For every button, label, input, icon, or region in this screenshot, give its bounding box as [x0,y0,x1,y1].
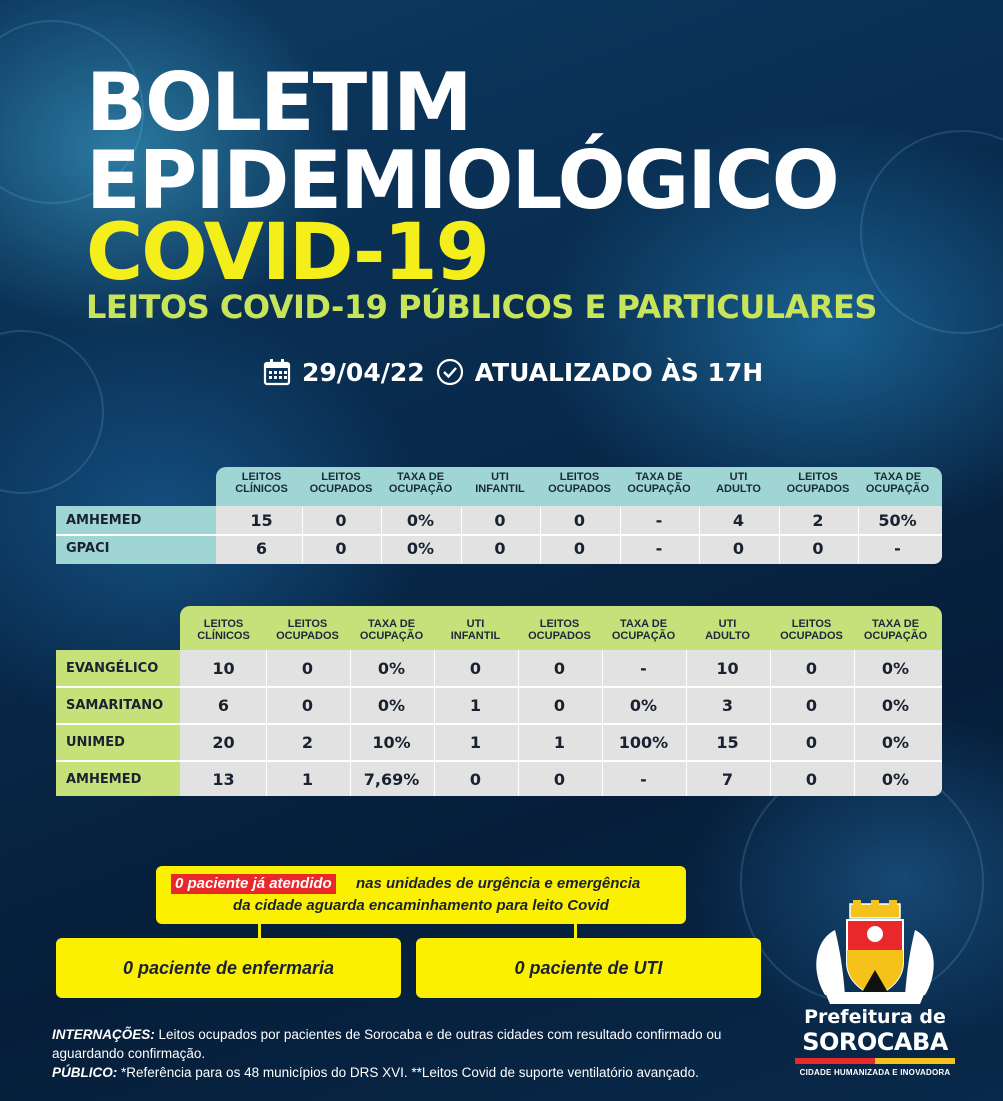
column-header [182,618,265,642]
column-header-line: LEITOS [798,471,838,483]
table-cell: 0% [881,732,910,752]
column-header-line: INFANTIL [475,483,525,495]
column-header [620,471,699,495]
table-cell: 0 [301,658,314,678]
logo-prefeitura: Prefeitura de [804,1006,946,1028]
column-header [381,471,460,495]
column-header-line: OCUPADOS [548,483,611,495]
column-header-line: LEITOS [241,471,282,483]
notice-line-2: da cidade aguarda encaminhamento para leito Covid [233,897,609,914]
column-header [686,618,769,642]
table-cell: 10 [212,658,235,678]
column-header [699,471,778,495]
column-header-line: LEITOS [559,471,600,483]
column-header-line: TAXA DE [871,618,920,630]
footer-notes [52,1025,782,1082]
table-cell: 1 [469,695,482,715]
table-cell: 0% [406,539,435,558]
table-cell: 0 [805,732,818,752]
table-cell: 0 [805,695,818,715]
table-cell: 2 [301,732,314,752]
logo-tagline: CIDADE HUMANIZADA E INOVADORA [799,1068,951,1077]
table-cell: 1 [469,732,482,752]
column-header-line: OCUPAÇÃO [388,483,453,495]
column-header [779,471,858,495]
column-header-line: CLÍNICOS [235,483,288,495]
table-cell: - [640,658,647,678]
column-header-line: INFANTIL [450,630,501,642]
title-line-1: BOLETIM [86,56,471,149]
table-cell: 0% [377,658,406,678]
footer-publico-text: *Referência para os 48 municípios do DRS XVI. **Leitos Covid de suporte ventilatório avançado. [117,1065,699,1080]
column-header-line: OCUPADOS [276,630,339,642]
table-cell: 1 [301,769,314,789]
column-header [540,471,619,495]
updated-time: ATUALIZADO ÀS 17H [474,357,764,387]
column-header-line: TAXA DE [396,471,445,483]
notice-connector-right [574,923,577,939]
row-divider [56,686,942,688]
table-cell: 0 [805,658,818,678]
table-cell: 0 [494,511,506,530]
notice-line-1: nas unidades de urgência e emergência [356,875,641,892]
column-header-line: TAXA DE [367,618,416,630]
table-cell: 0 [573,511,586,530]
table-cell: 7,69% [363,769,420,789]
footer-internacoes-text: Leitos ocupados por pacientes de Sorocaba e de outras cidades com resultado confirmado ou aguardando confirmação. [52,1027,722,1061]
table-cell: - [655,539,663,558]
table-cell: 0 [335,511,347,530]
table-cell: - [640,769,647,789]
table-cell: 15 [250,511,273,530]
row-label: UNIMED [66,734,125,750]
table-cell: 0 [494,539,506,558]
footer-publico-label: PÚBLICO: [52,1065,118,1080]
logo-stripe [795,1058,955,1064]
table-cell: - [655,511,663,530]
table-cell: 0 [469,769,482,789]
row-divider [56,760,942,762]
column-header-line: ADULTO [705,630,750,642]
bulletin-date: 29/04/22 [302,357,425,387]
table-cell: 20 [212,732,235,752]
column-header-line: UTI [491,471,509,483]
table-cell: 1 [553,732,566,752]
column-header [222,471,301,495]
column-header-line: UTI [729,471,748,483]
row-label: EVANGÉLICO [66,660,159,676]
table-cell: 0% [881,695,910,715]
footer-publico [52,1063,782,1082]
city-coat-of-arms-icon [805,900,945,1010]
column-header-line: OCUPAÇÃO [611,630,676,642]
table-cell: 0% [377,695,406,715]
table-cell: - [894,539,901,558]
footer-internacoes [52,1025,782,1063]
column-header-line: OCUPAÇÃO [865,483,930,495]
ward-patients-box: 0 paciente de enfermaria [56,938,401,998]
table-cell: 7 [721,769,734,789]
column-header-line: OCUPADOS [780,630,843,642]
table-cell: 0 [805,769,818,789]
table-cell: 0 [553,658,566,678]
table-cell: 0 [732,539,745,558]
column-header-line: OCUPADOS [786,483,850,495]
table-cell: 0 [573,539,586,558]
column-header-line: OCUPADOS [309,483,373,495]
table-cell: 0 [301,695,314,715]
table-cell: 6 [255,539,268,558]
table-cell: 0% [406,511,435,530]
column-header [302,471,381,495]
prefeitura-logo [790,900,960,1090]
title-covid: COVID-19 [86,208,488,298]
row-label: GPACI [66,541,110,556]
column-header-line: CLÍNICOS [197,630,250,642]
waiting-notice [156,866,686,924]
table-cell: 50% [878,511,917,530]
table-cell: 0 [335,539,347,558]
row-label: AMHEMED [66,513,142,528]
table-cell: 10% [372,732,411,752]
row-divider [56,534,942,536]
column-header [518,618,601,642]
table-cell: 0 [553,695,566,715]
table-cell: 0 [553,769,566,789]
column-header-line: OCUPAÇÃO [863,630,928,642]
table-cell: 4 [732,511,745,530]
clock-check-icon [435,357,465,387]
table-cell: 3 [721,695,734,715]
column-header [770,618,853,642]
column-header [350,618,433,642]
column-header-line: OCUPADOS [528,630,591,642]
table-cell: 15 [716,732,739,752]
table-cell: 6 [217,695,230,715]
patients-waiting-highlight: 0 paciente já atendido [171,874,336,894]
notice-connector-left [258,923,261,939]
column-header-line: LEITOS [539,618,580,630]
table-cell: 0% [629,695,658,715]
column-header [602,618,685,642]
row-label: AMHEMED [66,771,142,787]
column-header-line: OCUPAÇÃO [627,483,691,495]
column-header-line: LEITOS [791,618,832,630]
table-cell: 100% [618,732,669,752]
column-header-line: ADULTO [716,483,761,495]
column-header [266,618,349,642]
column-header-line: TAXA DE [619,618,668,630]
column-header-line: TAXA DE [635,471,683,483]
column-header [461,471,540,495]
dateline [262,352,763,392]
title-line-2: EPIDEMIOLÓGICO [86,134,838,227]
virus-decoration-icon [0,330,104,494]
column-header-line: OCUPAÇÃO [359,630,424,642]
table-cell: 0 [469,658,482,678]
table-cell: 0% [881,769,910,789]
column-header-line: LEITOS [203,618,244,630]
column-header-line: LEITOS [321,471,361,483]
column-header-line: TAXA DE [873,471,922,483]
table-cell: 13 [212,769,235,789]
table-cell: 10 [716,658,739,678]
row-label: SAMARITANO [66,697,164,713]
icu-patients-box: 0 paciente de UTI [416,938,761,998]
footer-internacoes-label: INTERNAÇÕES: [52,1027,155,1042]
column-header [434,618,517,642]
column-header-line: LEITOS [287,618,328,630]
logo-city-name: SOROCABA [802,1028,948,1056]
column-header-line: UTI [718,618,737,630]
column-header-line: UTI [466,618,485,630]
row-divider [56,723,942,725]
column-header [854,618,937,642]
calendar-icon [262,357,292,387]
table-cell: 0 [812,539,824,558]
virus-decoration-icon [860,130,1003,334]
table-cell: 2 [812,511,824,530]
subtitle: LEITOS COVID-19 PÚBLICOS E PARTICULARES [86,288,877,326]
column-header [858,471,937,495]
table-cell: 0% [881,658,910,678]
